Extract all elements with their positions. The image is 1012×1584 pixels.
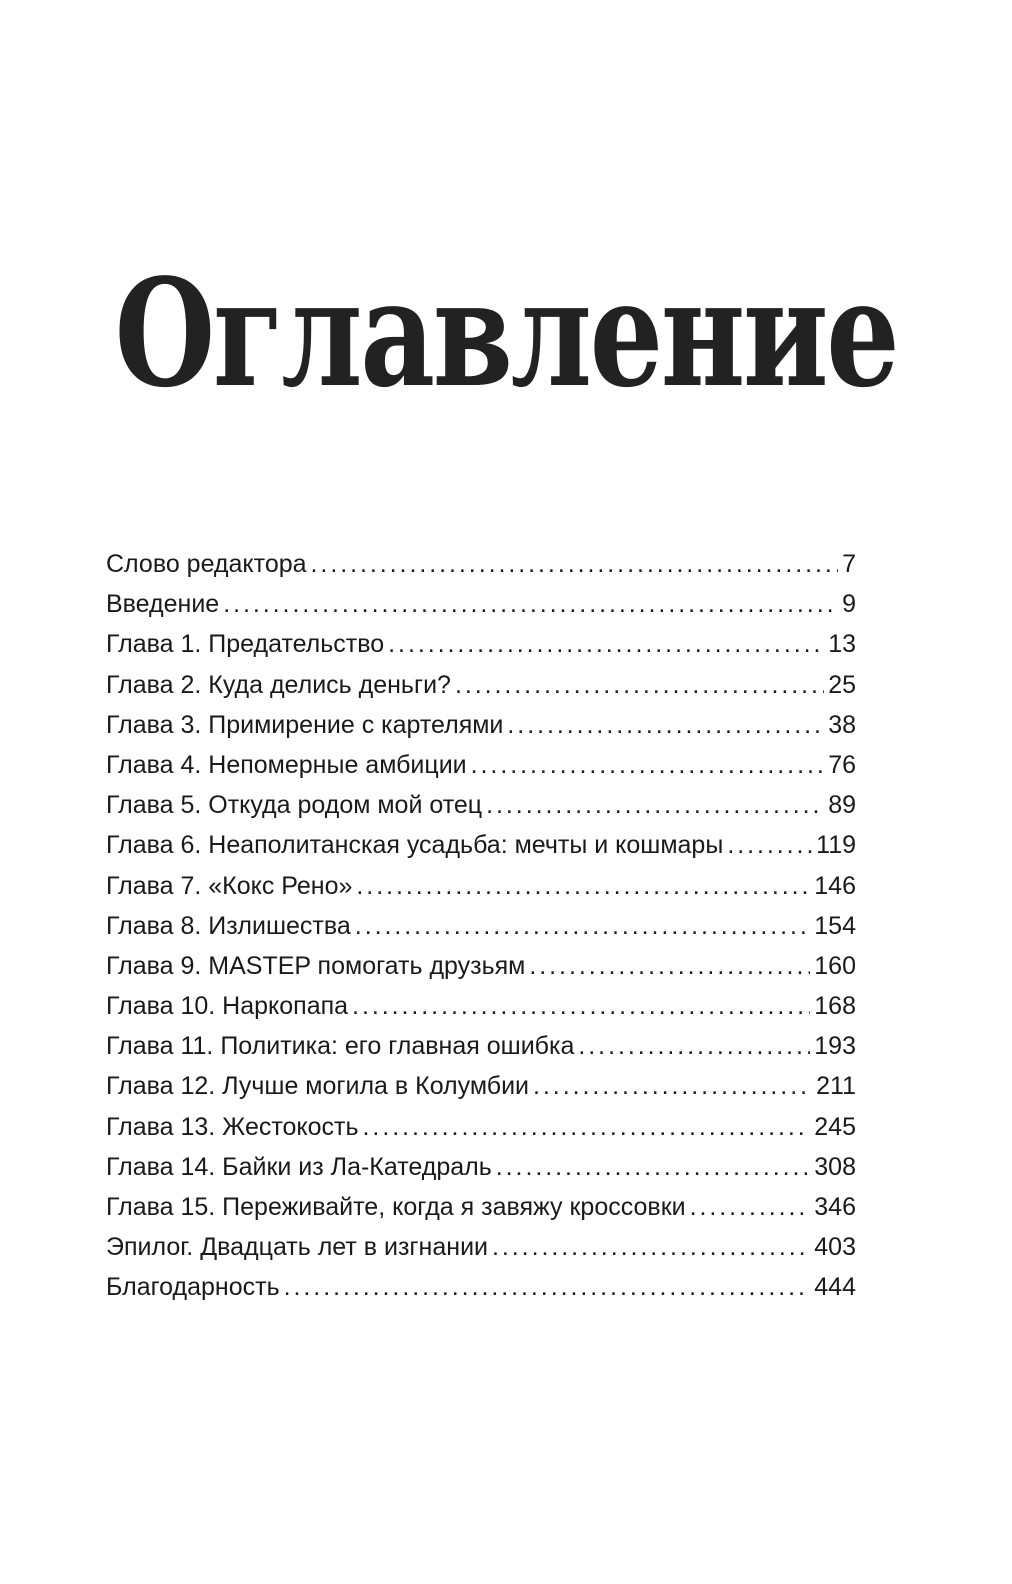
- toc-leader-dots: [363, 1107, 811, 1147]
- toc-entry-label: Слово редактора: [106, 550, 307, 578]
- toc-entry-label: Благодарность: [106, 1273, 280, 1302]
- toc-entry[interactable]: [106, 584, 856, 624]
- toc-entry[interactable]: [106, 1267, 856, 1307]
- toc-entry-page: 76: [828, 750, 856, 779]
- toc-entry-label: Глава 3. Примирение с картелями: [106, 710, 504, 739]
- toc-entry-label: Глава 4. Непомерные амбиции: [106, 750, 467, 779]
- toc-entry[interactable]: [106, 1187, 856, 1227]
- toc-entry-label: Глава 9. MASTEP помогать друзьям: [106, 951, 526, 980]
- toc-entry-page: 444: [814, 1273, 856, 1302]
- toc-entry-page: 168: [814, 992, 856, 1021]
- toc-entry[interactable]: [106, 785, 856, 825]
- toc-leader-dots: [578, 1026, 810, 1066]
- toc-entry-label: Глава 13. Жестокость: [106, 1112, 359, 1141]
- toc-entry-page: 245: [814, 1112, 856, 1141]
- toc-entry[interactable]: [106, 1107, 856, 1147]
- toc-entry-label: Глава 7. «Кокс Рено»: [106, 871, 353, 900]
- toc-entry[interactable]: [106, 946, 856, 986]
- toc-entry[interactable]: [106, 866, 856, 906]
- toc-leader-dots: [311, 544, 839, 584]
- table-of-contents: [106, 544, 856, 1308]
- toc-entry-page: 346: [814, 1193, 856, 1221]
- toc-entry[interactable]: [106, 665, 856, 705]
- toc-entry-label: Введение: [106, 590, 220, 619]
- toc-leader-dots: [352, 986, 810, 1026]
- page-title: Оглавление: [114, 246, 898, 421]
- toc-entry[interactable]: [106, 544, 856, 584]
- toc-leader-dots: [284, 1267, 811, 1307]
- toc-entry-page: 89: [828, 791, 856, 820]
- toc-entry-page: 38: [828, 710, 856, 739]
- toc-leader-dots: [727, 825, 812, 865]
- toc-entry-label: Глава 2. Куда делись деньги?: [106, 670, 451, 699]
- toc-leader-dots: [388, 624, 824, 664]
- toc-entry-page: 13: [828, 630, 856, 659]
- toc-entry[interactable]: [106, 1026, 856, 1066]
- toc-entry-label: Глава 12. Лучше могила в Колумбии: [106, 1072, 530, 1101]
- toc-entry[interactable]: [106, 745, 856, 785]
- toc-entry-label: Глава 6. Неаполитанская усадьба: мечты и кошмары: [106, 831, 724, 860]
- toc-entry-label: Глава 11. Политика: его главная ошибка: [106, 1032, 575, 1061]
- toc-leader-dots: [492, 1227, 810, 1267]
- toc-entry-label: Глава 10. Наркопапа: [106, 992, 349, 1021]
- toc-entry-label: Глава 1. Предательство: [106, 630, 385, 659]
- toc-entry-label: Глава 14. Байки из Ла-Катедраль: [106, 1152, 492, 1181]
- toc-entry-page: 9: [842, 590, 856, 619]
- toc-leader-dots: [355, 906, 810, 946]
- toc-entry-page: 146: [814, 871, 856, 900]
- toc-entry-label: Глава 8. Излишества: [106, 911, 351, 940]
- toc-entry-page: 7: [842, 550, 856, 578]
- toc-leader-dots: [471, 745, 825, 785]
- toc-entry-page: 193: [814, 1032, 856, 1061]
- toc-leader-dots: [496, 1147, 811, 1187]
- toc-entry-page: 211: [816, 1072, 856, 1101]
- toc-entry-page: 119: [816, 831, 856, 860]
- toc-leader-dots: [223, 584, 838, 624]
- toc-entry-label: Глава 5. Откуда родом мой отец: [106, 791, 483, 820]
- toc-entry-page: 403: [814, 1233, 856, 1262]
- toc-entry[interactable]: [106, 624, 856, 664]
- toc-entry[interactable]: [106, 986, 856, 1026]
- toc-entry-label: Глава 15. Переживайте, когда я завяжу кроссовки: [106, 1193, 686, 1221]
- toc-entry-page: 160: [814, 951, 856, 980]
- toc-entry-page: 308: [814, 1152, 856, 1181]
- toc-leader-dots: [533, 1066, 812, 1106]
- toc-leader-dots: [507, 705, 824, 745]
- toc-leader-dots: [690, 1187, 811, 1227]
- toc-entry-label: Эпилог. Двадцать лет в изгнании: [106, 1233, 488, 1262]
- toc-entry-page: 154: [814, 911, 856, 940]
- toc-entry[interactable]: [106, 705, 856, 745]
- toc-leader-dots: [455, 665, 824, 705]
- toc-leader-dots: [529, 946, 810, 986]
- toc-entry[interactable]: [106, 1227, 856, 1267]
- toc-leader-dots: [486, 785, 824, 825]
- toc-leader-dots: [356, 866, 810, 906]
- toc-entry[interactable]: [106, 825, 856, 865]
- toc-entry-page: 25: [828, 670, 856, 699]
- toc-entry[interactable]: [106, 1066, 856, 1106]
- toc-entry[interactable]: [106, 906, 856, 946]
- toc-entry[interactable]: [106, 1147, 856, 1187]
